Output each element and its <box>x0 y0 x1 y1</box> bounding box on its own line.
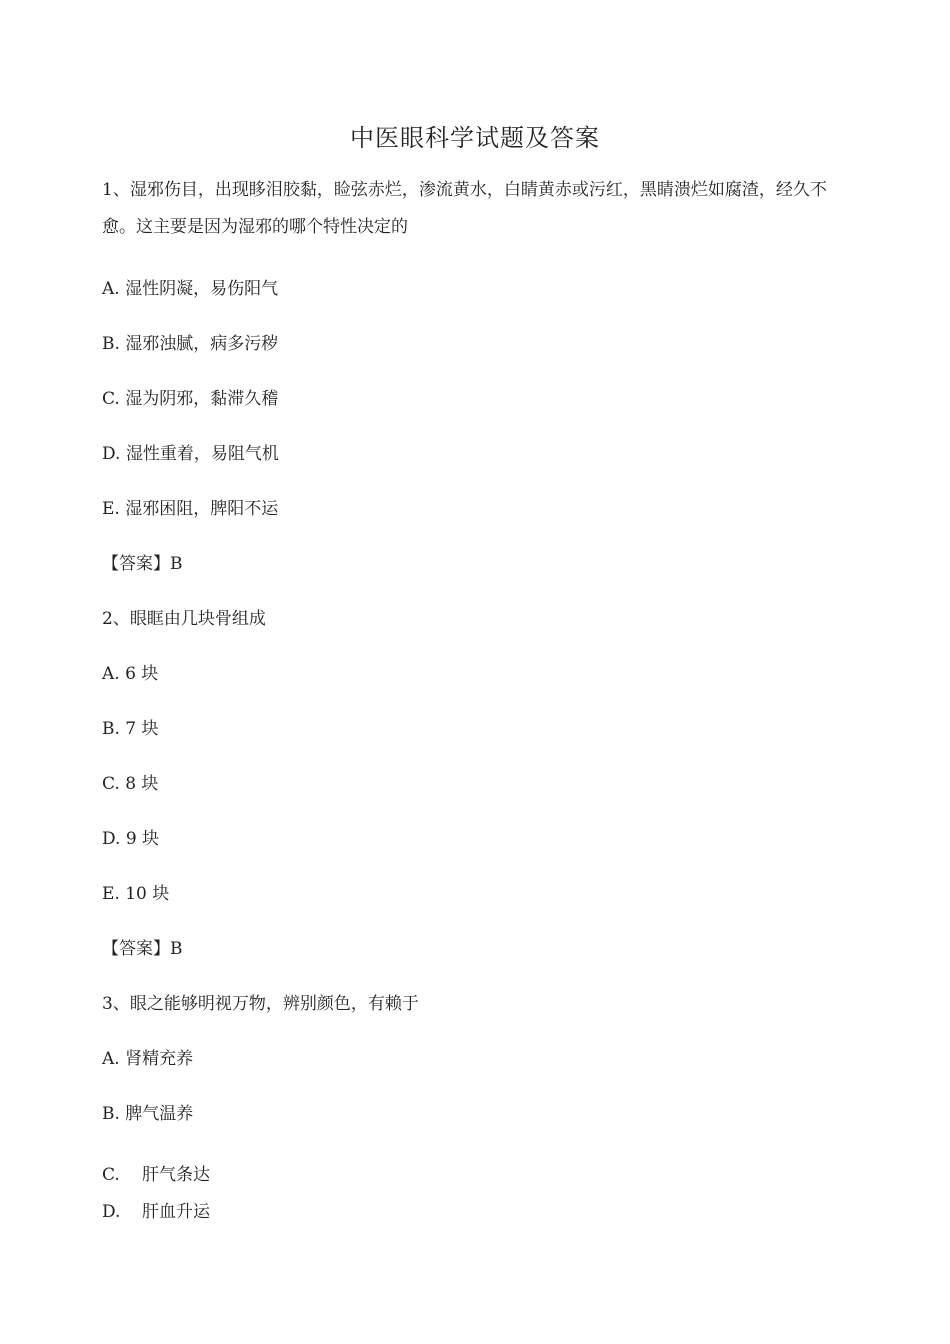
question-2-option-b: B. 7 块 <box>102 719 159 739</box>
option-letter: C. <box>102 1165 120 1185</box>
question-1-stem: 1、湿邪伤目，出现眵泪胶黏，睑弦赤烂，渗流黄水，白睛黄赤或污红，黑睛溃烂如腐渣，经久不愈。这主要是因为湿邪的哪个特性决定的 <box>102 180 827 237</box>
question-2-answer: 【答案】B <box>102 939 183 959</box>
question-2-stem: 2、眼眶由几块骨组成 <box>102 609 266 629</box>
question-1-option-c: C. 湿为阴邪，黏滞久稽 <box>102 389 279 409</box>
question-3-option-c <box>102 1160 210 1185</box>
question-3-option-a: A. 肾精充养 <box>102 1049 194 1069</box>
option-text: 肝气条达 <box>142 1165 210 1185</box>
question-2-option-d: D. 9 块 <box>102 829 160 849</box>
question-2-option-e: E. 10 块 <box>102 884 170 904</box>
question-2-option-c: C. 8 块 <box>102 774 159 794</box>
question-3-option-b: B. 脾气温养 <box>102 1104 194 1124</box>
question-1-option-d: D. 湿性重着，易阻气机 <box>102 444 279 464</box>
question-1-answer: 【答案】B <box>102 554 183 574</box>
option-letter: D. <box>102 1202 121 1222</box>
question-1-option-a: A. 湿性阴凝，易伤阳气 <box>102 279 279 299</box>
page-title: 中医眼科学试题及答案 <box>350 124 600 152</box>
question-1-option-b: B. 湿邪浊腻，病多污秽 <box>102 334 279 354</box>
question-1-option-e: E. 湿邪困阻，脾阳不运 <box>102 499 279 519</box>
question-3-option-d <box>102 1197 210 1222</box>
question-3-stem: 3、眼之能够明视万物，辨别颜色，有赖于 <box>102 994 419 1014</box>
option-text: 肝血升运 <box>142 1202 210 1222</box>
question-2-option-a: A. 6 块 <box>102 664 159 684</box>
